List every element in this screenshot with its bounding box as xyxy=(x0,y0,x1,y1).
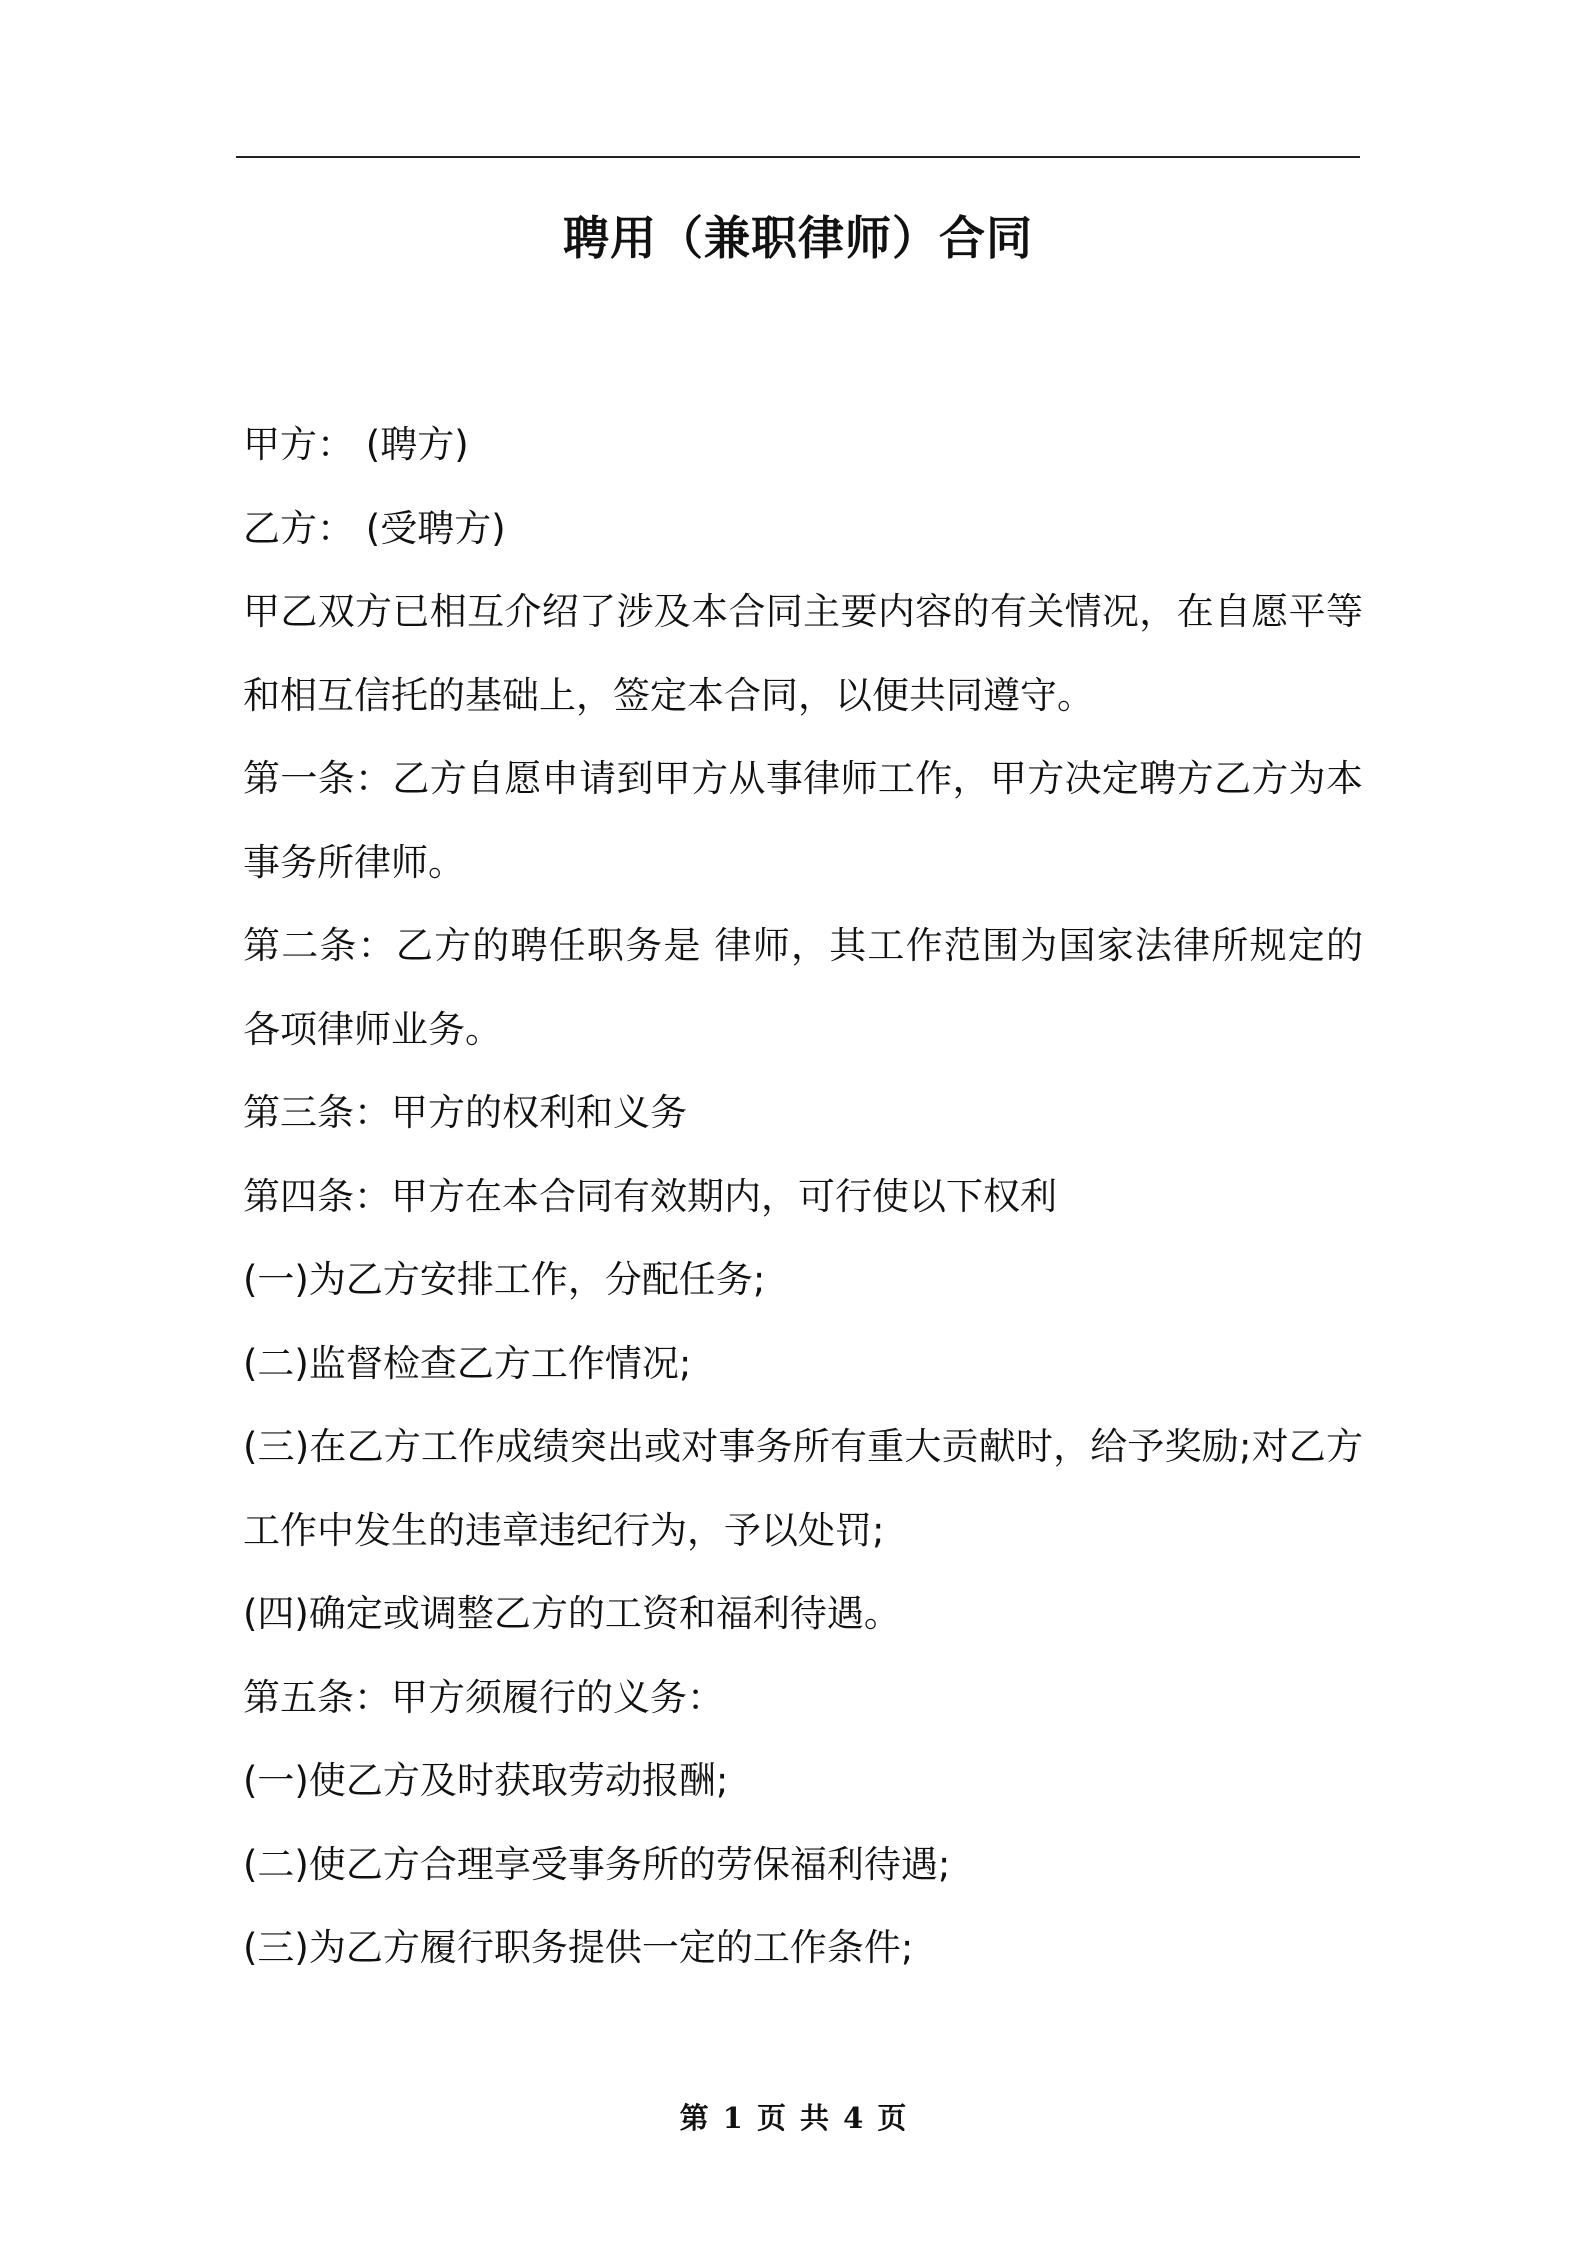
article-3: 第三条：甲方的权利和义务 xyxy=(243,1091,687,1134)
article-4-item-1: (一)为乙方安排工作，分配任务; xyxy=(243,1258,766,1301)
document-body xyxy=(243,403,1363,1990)
article-5: 第五条：甲方须履行的义务： xyxy=(243,1675,724,1719)
article-5-item-1: (一)使乙方及时获取劳动报酬; xyxy=(243,1759,729,1802)
party-b-line: 乙方： (受聘方) xyxy=(243,506,506,550)
document-title: 聘用（兼职律师）合同 xyxy=(563,211,1033,265)
page-footer: 第 1 页 共 4 页 xyxy=(679,2101,907,2135)
article-4-item-3: (三)在乙方工作成绩突出或对事务所有重大贡献时，给予奖励;对乙方工作中发生的违章违纪行为，予以处罚; xyxy=(243,1425,1363,1552)
article-2: 第二条：乙方的聘任职务是 律师，其工作范围为国家法律所规定的各项律师业务。 xyxy=(243,924,1363,1051)
article-4-item-4: (四)确定或调整乙方的工资和福利待遇。 xyxy=(243,1592,901,1635)
preamble-paragraph: 甲乙双方已相互介绍了涉及本合同主要内容的有关情况，在自愿平等和相互信托的基础上，签定本合同，以便共同遵守。 xyxy=(243,590,1363,717)
article-5-item-2: (二)使乙方合理享受事务所的劳保福利待遇; xyxy=(243,1842,951,1886)
article-4-item-2: (二)监督检查乙方工作情况; xyxy=(243,1341,692,1385)
article-1: 第一条：乙方自愿申请到甲方从事律师工作，甲方决定聘方乙方为本事务所律师。 xyxy=(243,757,1363,884)
party-a-line: 甲方： (聘方) xyxy=(243,423,469,466)
header-rule xyxy=(236,156,1360,158)
article-5-item-3: (三)为乙方履行职务提供一定的工作条件; xyxy=(243,1926,914,1969)
article-4: 第四条：甲方在本合同有效期内，可行使以下权利 xyxy=(243,1174,1057,1218)
